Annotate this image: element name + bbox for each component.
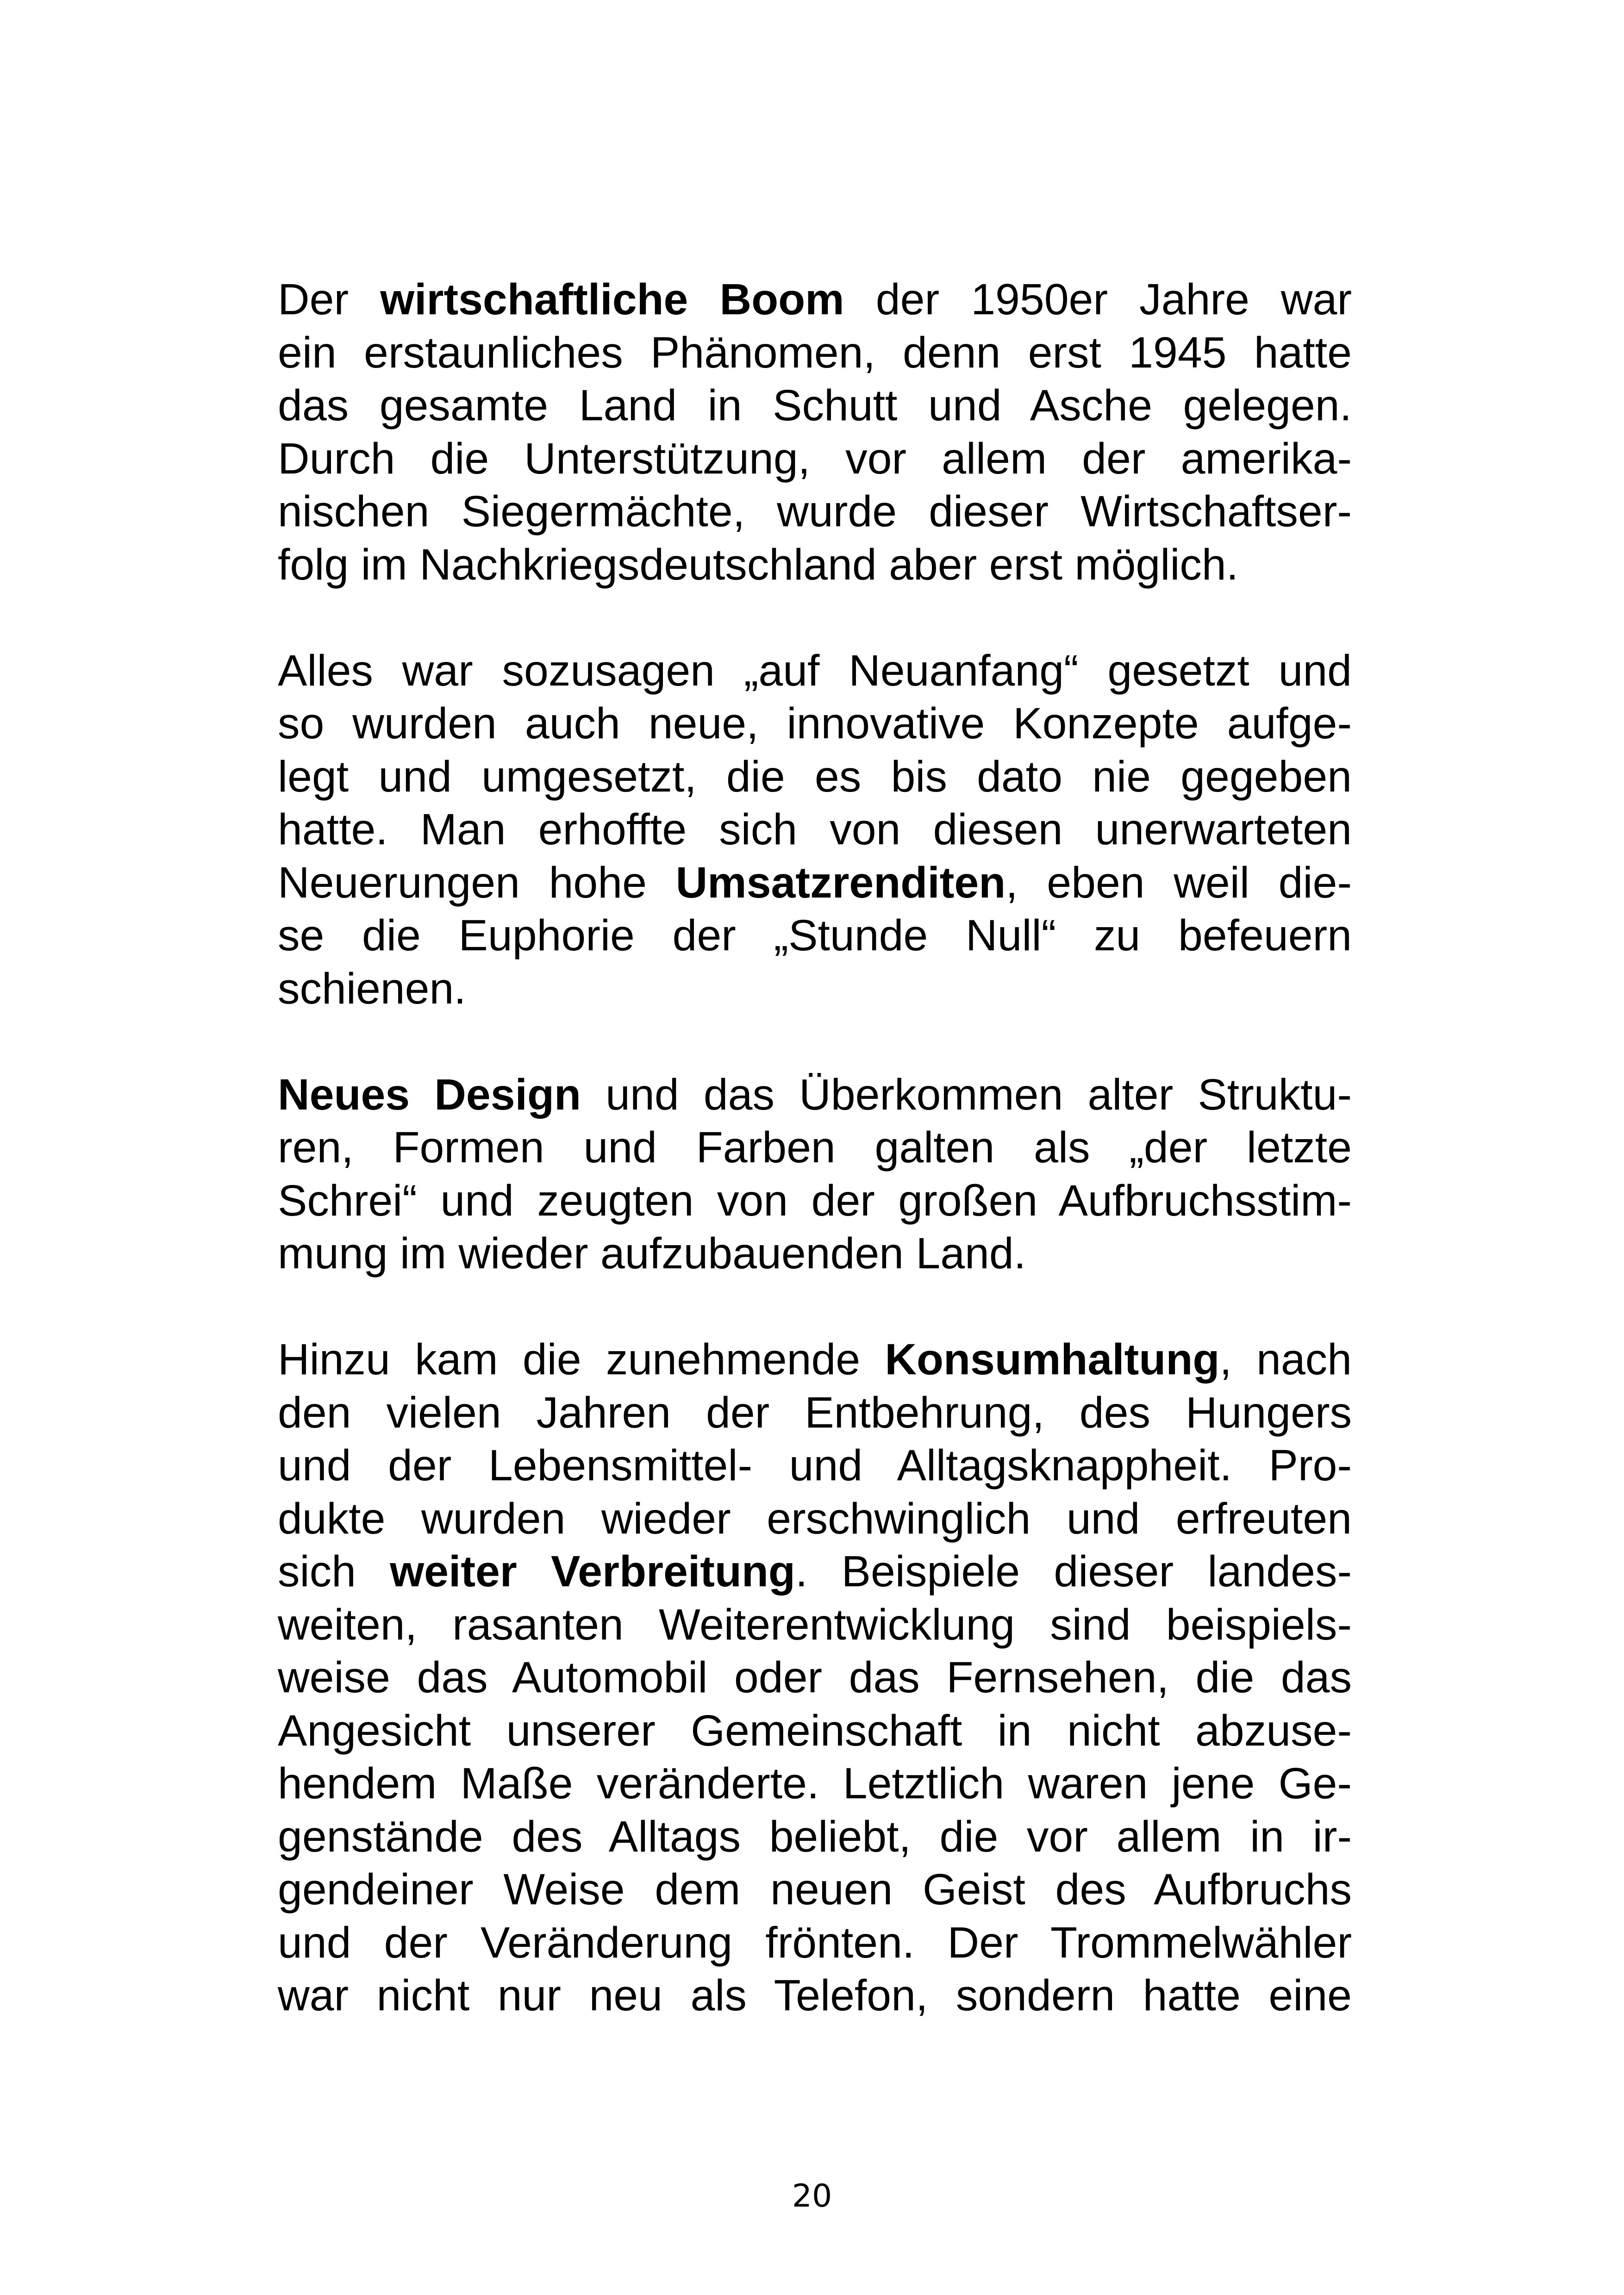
text-line (278, 1333, 1352, 1386)
paragraph (278, 273, 1352, 591)
text-line (278, 1545, 1352, 1598)
text-run: Hinzu kam die zunehmende (278, 1335, 885, 1384)
text-run: weiten, rasanten Weiterentwicklung sind beispiels- (278, 1600, 1352, 1649)
text-run: sich (278, 1547, 390, 1596)
text-line (278, 962, 1352, 1016)
paragraph (278, 644, 1352, 1016)
text-line (278, 697, 1352, 750)
text-run: hatte. Man erhoffte sich von diesen unerwarteten (278, 805, 1352, 854)
text-run: Neuerungen hohe (278, 858, 676, 907)
text-line (278, 379, 1352, 432)
text-line (278, 538, 1352, 592)
text-line (278, 485, 1352, 538)
text-line (278, 909, 1352, 962)
text-line (278, 1969, 1352, 2022)
text-run: se die Euphorie der „Stunde Null“ zu befeuern (278, 911, 1352, 960)
text-run: ein erstaunliches Phänomen, denn erst 1945 hatte (278, 328, 1352, 377)
paragraph (278, 1333, 1352, 2022)
text-run: schienen. (278, 964, 466, 1013)
text-line (278, 1068, 1352, 1122)
text-line (278, 326, 1352, 380)
bold-phrase: Umsatzrenditen (675, 858, 1006, 907)
body-text (278, 273, 1352, 2022)
text-run: folg im Nachkriegsdeutschland aber erst möglich. (278, 540, 1239, 589)
bold-phrase: wirtschaftliche Boom (380, 275, 844, 324)
text-line (278, 1121, 1352, 1174)
text-run: ren, Formen und Farben galten als „der letzte (278, 1123, 1352, 1172)
text-run: war nicht nur neu als Telefon, sondern hatte eine (278, 1971, 1352, 2020)
text-run: Durch die Unterstützung, vor allem der amerika- (278, 434, 1352, 483)
text-line (278, 1863, 1352, 1916)
text-run: mung im wieder aufzubauenden Land. (278, 1229, 1026, 1278)
page-number: 20 (792, 2178, 832, 2214)
text-run: legt und umgesetzt, die es bis dato nie gegeben (278, 752, 1352, 801)
text-run: , nach (1219, 1335, 1352, 1384)
text-run: und der Lebensmittel- und Alltagsknappheit. Pro- (278, 1441, 1352, 1490)
text-run: der 1950er Jahre war (844, 275, 1352, 324)
text-line (278, 273, 1352, 326)
text-run: genstände des Alltags beliebt, die vor allem in ir- (278, 1812, 1352, 1861)
text-run: , eben weil die- (1006, 858, 1352, 907)
text-run: und das Überkommen alter Struktu- (581, 1070, 1352, 1119)
paragraph (278, 1068, 1352, 1280)
text-run: das gesamte Land in Schutt und Asche gelegen. (278, 381, 1352, 430)
bold-phrase: Konsumhaltung (885, 1335, 1220, 1384)
text-line (278, 1704, 1352, 1758)
text-run: Alles war sozusagen „auf Neuanfang“ gesetzt und (278, 646, 1352, 695)
text-line (278, 1439, 1352, 1492)
text-run: gendeiner Weise dem neuen Geist des Aufbruchs (278, 1865, 1352, 1914)
text-line (278, 1651, 1352, 1704)
text-line (278, 803, 1352, 856)
text-line (278, 432, 1352, 486)
text-line (278, 1598, 1352, 1652)
text-run: dukte wurden wieder erschwinglich und erfreuten (278, 1494, 1352, 1543)
text-line (278, 750, 1352, 804)
text-line (278, 1492, 1352, 1546)
bold-phrase: weiter Verbreitung (390, 1547, 795, 1596)
text-run: Schrei“ und zeugten von der großen Aufbruchsstim- (278, 1176, 1352, 1225)
text-line (278, 1386, 1352, 1440)
text-line (278, 644, 1352, 698)
text-line (278, 1810, 1352, 1864)
bold-phrase: Neues Design (278, 1070, 581, 1119)
text-run: Angesicht unserer Gemeinschaft in nicht abzuse- (278, 1706, 1352, 1755)
text-run: Der (278, 275, 381, 324)
text-line (278, 1227, 1352, 1280)
text-run: den vielen Jahren der Entbehrung, des Hungers (278, 1388, 1352, 1437)
text-line (278, 1174, 1352, 1228)
text-run: und der Veränderung frönten. Der Trommelwähler (278, 1918, 1352, 1967)
text-run: weise das Automobil oder das Fernsehen, die das (278, 1653, 1352, 1702)
text-line (278, 1916, 1352, 1970)
text-run: hendem Maße veränderte. Letztlich waren jene Ge- (278, 1759, 1352, 1808)
text-line (278, 1757, 1352, 1810)
text-line (278, 856, 1352, 910)
text-run: nischen Siegermächte, wurde dieser Wirtschaftser- (278, 487, 1352, 536)
text-run: so wurden auch neue, innovative Konzepte aufge- (278, 699, 1352, 748)
text-run: . Beispiele dieser landes- (795, 1547, 1352, 1596)
